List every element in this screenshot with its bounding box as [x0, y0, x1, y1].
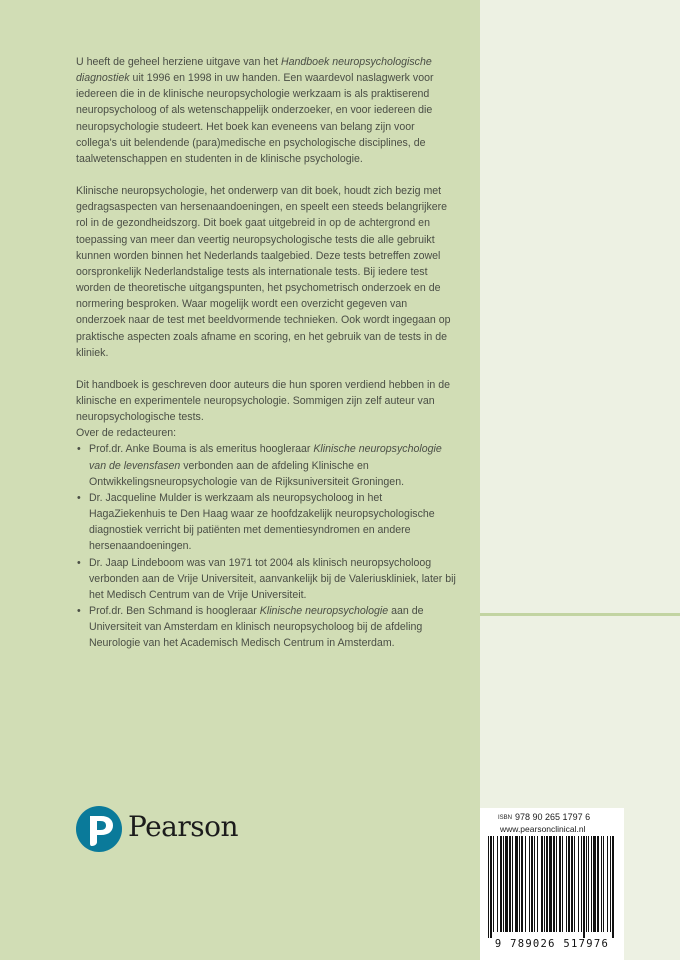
barcode-bar	[601, 836, 602, 932]
barcode-bar	[529, 836, 530, 932]
intro-paragraph	[76, 54, 456, 167]
barcode-bar	[574, 836, 575, 932]
isbn-line	[498, 812, 590, 822]
barcode-bar	[503, 836, 504, 932]
pearson-logo-icon	[76, 806, 122, 852]
barcode-bar	[519, 836, 520, 932]
handbook-title: Handboek neuropsychologische diagnostiek	[76, 56, 432, 85]
barcode-bar	[521, 836, 523, 932]
barcode-bar	[593, 836, 596, 932]
barcode-bar	[559, 836, 561, 932]
editor-text-post: verbonden aan de afdeling Klinische en Ontwikkelingsneuropsychologie van de Rijksuniversiteit Groningen.	[89, 459, 405, 488]
barcode-bar	[586, 836, 587, 932]
barcode-bar	[568, 836, 570, 932]
editor-item-bouma	[76, 441, 456, 489]
pearson-logo	[76, 806, 276, 854]
pearson-wordmark: Pearson	[128, 810, 238, 843]
isbn-number: 978 90 265 1797 6	[515, 812, 591, 822]
back-cover-text	[76, 54, 456, 651]
barcode-bar	[537, 836, 538, 932]
barcode-bar	[588, 836, 589, 932]
barcode-bar	[512, 836, 513, 932]
editor-chair: Klinische neuropsychologie van de levensfasen	[89, 443, 442, 472]
barcode-bar	[610, 836, 611, 932]
publisher-url: www.pearsonclinical.nl	[500, 824, 586, 834]
pearson-p-glyph	[90, 816, 113, 846]
editor-item-mulder	[76, 490, 456, 555]
editor-text: Dr. Jaap Lindeboom was van 1971 tot 2004 als klinisch neuropsycholoog verbonden aan de Vrije Universiteit, aanvankelijk bij de Valeriuskliniek, later bij het Medisch Centrum van de Vrije Universiteit.	[89, 556, 456, 601]
editor-text: Dr. Jacqueline Mulder is werkzaam als neuropsycholoog in het HagaZiekenhuis te Den Haag waar ze hoofdzakelijk neuropsychologische diagnostiek verricht bij patiënten met dementiesyndromen en andere hersenaandoeningen.	[89, 491, 435, 553]
barcode-bar	[493, 836, 494, 932]
editor-text-post: aan de Universiteit van Amsterdam en klinisch neuropsycholoog bij de afdeling Neurologie van het Academisch Medisch Centrum in Amsterdam.	[89, 605, 424, 650]
editors-heading: Over de redacteuren:	[76, 427, 177, 440]
barcode-bar	[578, 836, 579, 932]
barcode-bar	[571, 836, 573, 932]
barcode-bar	[562, 836, 563, 932]
isbn-label: ISBN	[498, 815, 513, 821]
barcode-bar	[534, 836, 535, 932]
editor-chair: Klinische neuropsychologie	[259, 605, 389, 617]
barcode-bar	[505, 836, 508, 932]
editor-item-lindeboom	[76, 555, 456, 603]
description-paragraph: Klinische neuropsychologie, het onderwerp van dit boek, houdt zich bezig met gedragsaspecten van hersenaandoeningen, en speelt een steeds belangrijkere rol in de gezondheidszorg. Dit boek gaat uitgebreid in op de achtergrond en toepassing van meer dan veertig neuropsychologische tests die alle gebruikt kunnen worden binnen het Nederlands taalgebied. Deze tests betreffen zowel oorspronkelijk Nederlandstalige tests als internationale tests. Bij iedere test worden de theoretische uitgangspunten, het psychometrisch onderzoek en de normering besproken. Waar mogelijk wordt een overzicht gegeven van onderzoek naar de test met beeldvormende technieken. Ook wordt ingegaan op praktische aspecten zoals afname en scoring, en het gebruik van de tests in de kliniek.	[76, 185, 451, 359]
barcode-bar	[583, 836, 585, 938]
barcode-bar	[566, 836, 567, 932]
barcode-bar	[603, 836, 604, 932]
barcode-bar	[500, 836, 502, 932]
barcode-bar	[612, 836, 614, 938]
barcode-bar	[553, 836, 555, 932]
barcode-bar	[591, 836, 592, 932]
barcode-bar	[546, 836, 548, 932]
barcode-digits: 9 789026 517976	[494, 938, 610, 950]
barcode-bar	[544, 836, 545, 932]
barcode-bar	[490, 836, 492, 938]
barcode-bar	[556, 836, 557, 932]
side-panel-divider	[480, 613, 680, 616]
barcode-bar	[497, 836, 498, 932]
editors-list	[76, 441, 456, 651]
barcode-bar	[488, 836, 489, 938]
editor-text: Prof.dr. Ben Schmand is hoogleraar	[89, 605, 260, 617]
barcode-bar	[581, 836, 582, 932]
intro-pre: U heeft de geheel herziene uitgave van het	[76, 56, 281, 68]
editor-text: Prof.dr. Anke Bouma is als emeritus hoogleraar	[89, 443, 314, 456]
barcode-bar	[515, 836, 518, 932]
intro-post: uit 1996 en 1998 in uw handen. Een waardevol naslagwerk voor iedereen die in de klinische neuropsychologie werkzaam is als praktiserend neuropsycholoog of als wetenschappelijk onderzoeker, en voor iedereen die neuropsychologie studeert. Het boek kan eveneens van belang zijn voor collega's uit belendende (para)medische en psychologische disciplines, de taalwetenschappen en studenten in de klinische psychologie.	[76, 72, 434, 165]
barcode-bars	[484, 836, 620, 938]
barcode-bar	[509, 836, 511, 932]
barcode-bar	[607, 836, 608, 932]
editor-item-schmand	[76, 603, 456, 651]
barcode-bar	[549, 836, 552, 932]
barcode-bar	[541, 836, 543, 932]
authors-paragraph: Dit handboek is geschreven door auteurs die hun sporen verdiend hebben in de klinische en experimentele neuropsychologie. Sommigen zijn zelf auteur van neuropsychologische tests.	[76, 378, 450, 424]
barcode-bar	[597, 836, 599, 932]
barcode-panel	[480, 808, 624, 960]
barcode-bar	[531, 836, 533, 932]
barcode-bar	[525, 836, 526, 932]
